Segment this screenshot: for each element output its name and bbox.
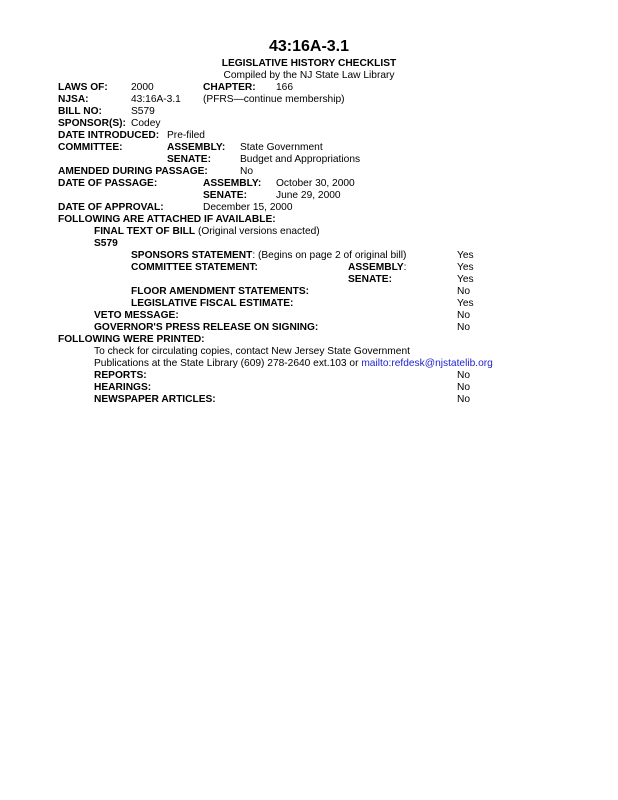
date-introduced-value: Pre-filed [167, 130, 205, 141]
date-of-passage-label: DATE OF PASSAGE: [58, 178, 158, 189]
committee-senate-value: Budget and Appropriations [240, 154, 361, 165]
chapter-value: 166 [276, 82, 293, 93]
njsa-description: (PFRS—continue membership) [203, 94, 345, 105]
date-introduced-label: DATE INTRODUCED: [58, 130, 160, 141]
cs-assembly-line [348, 262, 407, 274]
refdesk-email-link[interactable]: mailto:refdesk@njstatelib.org [361, 358, 493, 369]
fiscal-estimate-value: Yes [457, 298, 474, 309]
page-title: 43:16A-3.1 [268, 38, 350, 55]
njsa-value: 43:16A-3.1 [131, 94, 181, 105]
committee-label: COMMITTEE: [58, 142, 123, 153]
amended-label: AMENDED DURING PASSAGE: [58, 166, 208, 177]
cs-assembly-colon: : [403, 262, 407, 273]
final-text-label: FINAL TEXT OF BILL [94, 226, 196, 237]
passage-assembly-label: ASSEMBLY: [203, 178, 262, 189]
cs-assembly-label: ASSEMBLY [348, 262, 404, 273]
cs-assembly-value: Yes [457, 262, 474, 273]
passage-assembly-value: October 30, 2000 [276, 178, 355, 189]
veto-value: No [457, 310, 471, 321]
chapter-label: CHAPTER: [203, 82, 256, 93]
sponsors-value: Codey [131, 118, 161, 129]
attached-heading: FOLLOWING ARE ATTACHED IF AVAILABLE: [58, 214, 276, 225]
date-of-approval-label: DATE OF APPROVAL: [58, 202, 164, 213]
bill-no-label: BILL NO: [58, 106, 102, 117]
reports-value: No [457, 370, 471, 381]
press-release-value: No [457, 322, 471, 333]
passage-senate-label: SENATE: [203, 190, 247, 201]
njsa-label: NJSA: [58, 94, 89, 105]
document-subtitle: LEGISLATIVE HISTORY CHECKLIST [221, 58, 397, 69]
amended-value: No [240, 166, 254, 177]
cs-senate-value: Yes [457, 274, 474, 285]
veto-label: VETO MESSAGE: [94, 310, 179, 321]
bill-no-value: S579 [131, 106, 155, 117]
floor-amendment-label: FLOOR AMENDMENT STATEMENTS: [131, 286, 310, 297]
final-text-note: (Original versions enacted) [195, 226, 320, 237]
committee-assembly-label: ASSEMBLY: [167, 142, 226, 153]
compiled-by: Compiled by the NJ State Law Library [223, 70, 395, 81]
committee-statement-label: COMMITTEE STATEMENT: [131, 262, 258, 273]
newspaper-articles-label: NEWSPAPER ARTICLES: [94, 394, 216, 405]
sponsors-label: SPONSOR(S): [58, 118, 126, 129]
laws-of-label: LAWS OF: [58, 82, 108, 93]
committee-assembly-value: State Government [240, 142, 323, 153]
hearings-label: HEARINGS: [94, 382, 152, 393]
sponsors-statement-note: : (Begins on page 2 of original bill) [252, 250, 407, 261]
laws-of-value: 2000 [131, 82, 154, 93]
sponsors-statement-value: Yes [457, 250, 474, 261]
hearings-value: No [457, 382, 471, 393]
floor-amendment-value: No [457, 286, 471, 297]
sponsors-statement-label: SPONSORS STATEMENT [131, 250, 253, 261]
sponsors-statement-line [131, 250, 406, 262]
reports-label: REPORTS: [94, 370, 147, 381]
date-of-approval-value: December 15, 2000 [203, 202, 293, 213]
publications-text: Publications at the State Library (609) 278-2640 ext.103 or [94, 358, 362, 369]
press-release-label: GOVERNOR'S PRESS RELEASE ON SIGNING: [94, 322, 319, 333]
cs-senate-label: SENATE: [348, 274, 392, 285]
circulating-copies-text: To check for circulating copies, contact New Jersey State Government [94, 346, 410, 357]
committee-senate-label: SENATE: [167, 154, 211, 165]
bill-reference: S579 [94, 238, 118, 249]
final-text-line [94, 226, 320, 238]
publications-line [94, 358, 493, 370]
passage-senate-value: June 29, 2000 [276, 190, 341, 201]
fiscal-estimate-label: LEGISLATIVE FISCAL ESTIMATE: [131, 298, 294, 309]
newspaper-articles-value: No [457, 394, 471, 405]
printed-heading: FOLLOWING WERE PRINTED: [58, 334, 205, 345]
